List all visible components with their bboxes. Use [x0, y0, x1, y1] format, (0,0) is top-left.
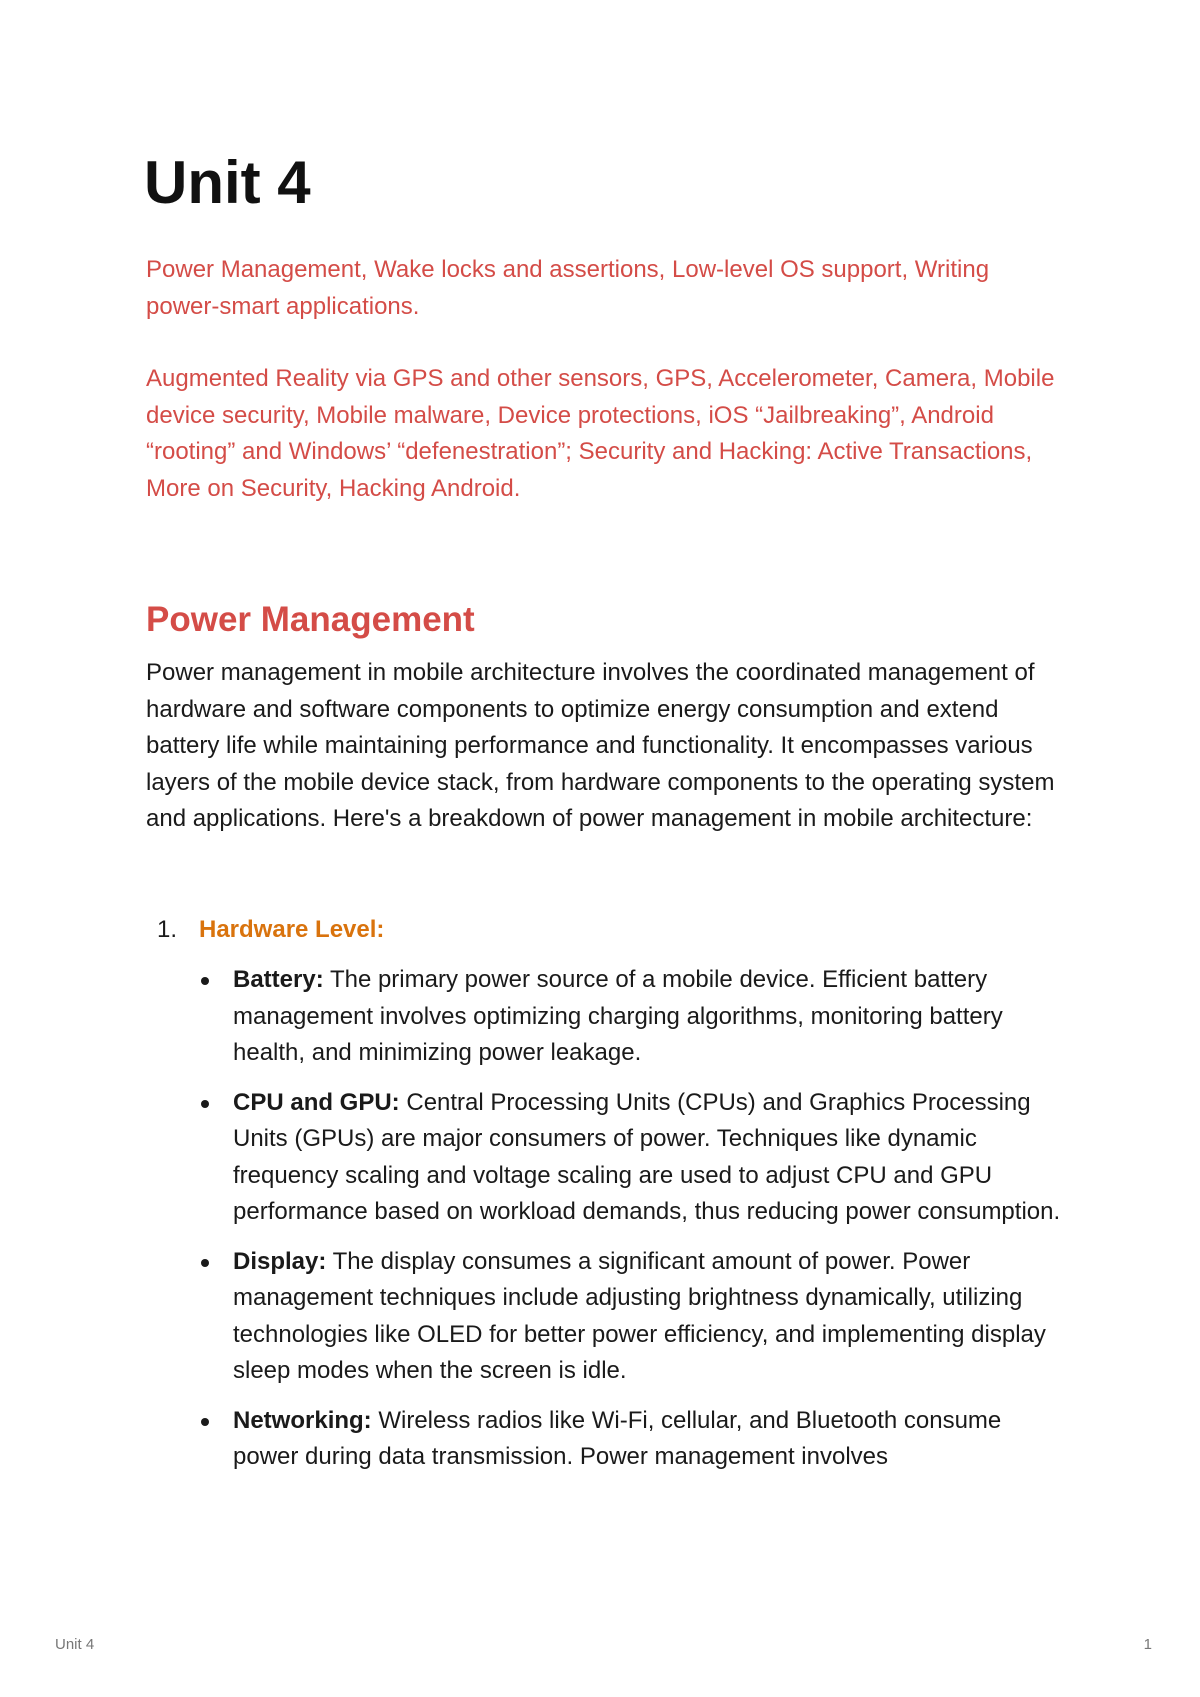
bullet-term: Battery:: [233, 966, 324, 993]
bullet-icon: [199, 1244, 233, 1390]
page-content: [146, 140, 1066, 1489]
bullet-icon: [199, 962, 233, 1072]
bullet-term: Display:: [233, 1247, 327, 1275]
list-label: Hardware Level:: [199, 915, 385, 943]
bullet-item-cpu-gpu: [199, 1085, 1066, 1231]
bullet-text: The display consumes a significant amount of power. Power management techniques include adjusting brightness dynamically, utilizing technologies like OLED for better power efficiency, and implementing display sleep modes when the screen is idle.: [233, 1247, 1046, 1384]
bullet-item-battery: [199, 962, 1066, 1072]
ordered-list: [146, 912, 1066, 1476]
page-title: Unit 4: [144, 149, 311, 216]
topics-paragraph-2: Augmented Reality via GPS and other sensors, GPS, Accelerometer, Camera, Mobile device security, Mobile malware, Device protections, iOS “Jailbreaking”, Android “rooting” and Windows’ “defenestration”; Security and Hacking: Active Transactions, More on Security, Hacking Android.: [146, 365, 1055, 502]
footer-title: Unit 4: [55, 1636, 95, 1653]
bullet-item-networking: [199, 1403, 1066, 1476]
bullet-icon: [199, 1403, 233, 1476]
bullet-text: Wireless radios like Wi-Fi, cellular, and Bluetooth consume power during data transmission. Power management involves: [233, 1406, 1002, 1470]
bullet-term: Networking:: [233, 1406, 372, 1434]
list-number: 1.: [157, 915, 178, 943]
bullet-item-display: [199, 1244, 1066, 1390]
list-item: [146, 912, 1066, 949]
footer-page-number: 1: [1143, 1636, 1152, 1653]
section-heading: Power Management: [146, 600, 475, 639]
bullet-text: Central Processing Units (CPUs) and Graphics Processing Units (GPUs) are major consumers of power. Techniques like dynamic frequency scaling and voltage scaling are used to adjust CPU and GPU performance based on workload demands, thus reducing power consumption.: [233, 1088, 1061, 1225]
bullet-term: CPU and GPU:: [233, 1088, 400, 1116]
section-intro: Power management in mobile architecture involves the coordinated management of hardware and software components to optimize energy consumption and extend battery life while maintaining performance and functionality. It encompasses various layers of the mobile device stack, from hardware components to the operating system and applications. Here's a breakdown of power management in mobile architecture:: [146, 659, 1055, 832]
bullet-list: [146, 962, 1066, 1476]
bullet-text: The primary power source of a mobile device. Efficient battery management involves optimizing charging algorithms, monitoring battery health, and minimizing power leakage.: [233, 966, 1003, 1066]
topics-paragraph-1: Power Management, Wake locks and assertions, Low-level OS support, Writing power-smart applications.: [146, 256, 990, 320]
bullet-icon: [199, 1085, 233, 1231]
